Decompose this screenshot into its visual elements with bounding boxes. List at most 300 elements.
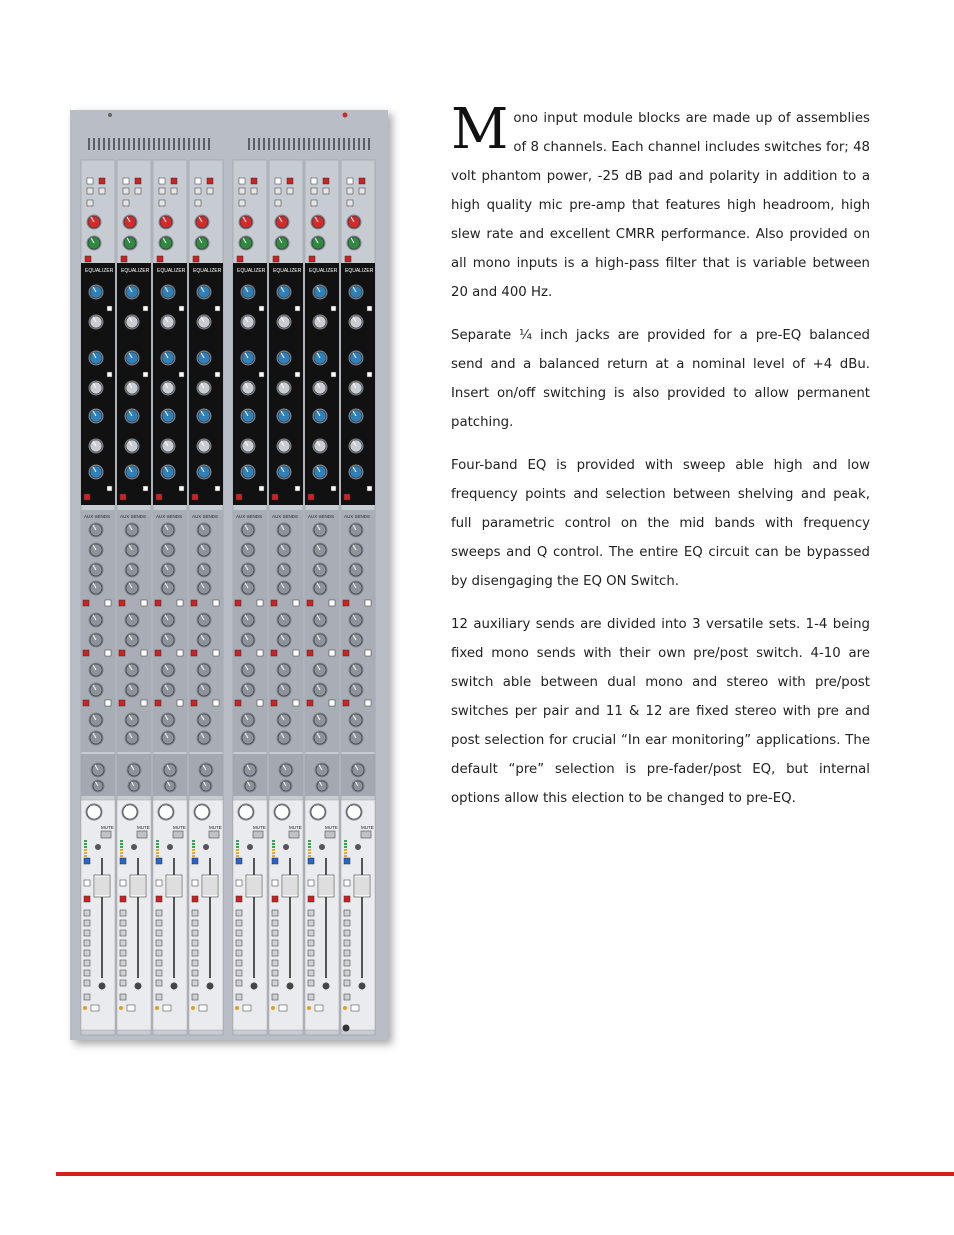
bus-assign-switch: [272, 980, 278, 986]
hpf-knob: [239, 236, 254, 251]
aux-knob: [161, 543, 176, 558]
aux-post-switch: [177, 650, 183, 656]
preamp-switch: [311, 200, 317, 206]
eq-switch: [215, 486, 220, 491]
channel-on-switch: [279, 1005, 287, 1011]
bus-assign-switch: [236, 920, 242, 926]
channel-on-switch: [163, 1005, 171, 1011]
insert-switch: [287, 188, 293, 194]
eq-knob: [313, 465, 328, 480]
meter-led: [156, 840, 159, 842]
solo-switch: [236, 858, 242, 864]
aux-pre-switch: [119, 650, 125, 656]
bus-assign-switch: [156, 910, 162, 916]
aux-knob: [161, 563, 176, 578]
bus-assign-switch: [120, 960, 126, 966]
eq-knob: [241, 315, 256, 330]
eq-knob: [89, 351, 104, 366]
vent-slot: [298, 138, 300, 150]
eq-header-label: EQUALIZER: [85, 268, 114, 274]
eq-on-switch: [84, 494, 90, 500]
bus-assign-switch: [236, 910, 242, 916]
gain-knob: [239, 215, 254, 230]
hpf-knob: [311, 236, 326, 251]
pad-switch: [135, 178, 141, 184]
meter-led: [308, 846, 311, 848]
eq-knob: [313, 285, 328, 300]
eq-knob: [89, 439, 104, 454]
vent-slot: [153, 138, 155, 150]
eq-knob: [241, 285, 256, 300]
vent-slot: [343, 138, 345, 150]
hpf-switch: [309, 256, 315, 262]
route-switch: [120, 896, 126, 902]
meter-led: [84, 846, 87, 848]
phantom-switch: [123, 178, 129, 184]
channel-on-switch: [127, 1005, 135, 1011]
eq-knob: [277, 381, 292, 396]
aux-knob: [241, 713, 256, 728]
vent-slot: [128, 138, 130, 150]
mute-button: [137, 831, 147, 838]
aux-knob: [125, 581, 140, 596]
aux-knob: [277, 731, 292, 746]
bus-assign-switch: [308, 940, 314, 946]
preamp-switch: [275, 200, 281, 206]
polarity-switch: [87, 188, 93, 194]
eq-shelf-switch: [259, 306, 264, 311]
level-knob: [244, 780, 257, 793]
vent-slot: [353, 138, 355, 150]
meter-led: [236, 843, 239, 845]
vent-slot: [358, 138, 360, 150]
eq-knob: [277, 351, 292, 366]
vent-slot: [368, 138, 370, 150]
solo-led: [167, 844, 173, 850]
pan-knob: [310, 804, 327, 821]
aux-header-label: AUX SENDS: [308, 514, 335, 519]
vent-slot: [278, 138, 280, 150]
eq-switch: [331, 486, 336, 491]
meter-led: [156, 852, 159, 854]
aux-post-switch: [141, 650, 147, 656]
aux-knob: [197, 663, 212, 678]
aux-knob: [161, 663, 176, 678]
eq-knob: [89, 315, 104, 330]
eq-knob: [161, 439, 176, 454]
mute-button: [361, 831, 371, 838]
bus-assign-switch: [156, 940, 162, 946]
drop-cap: M: [451, 97, 509, 162]
preamp-switch: [239, 200, 245, 206]
solo-led: [355, 844, 361, 850]
bus-assign-switch: [308, 980, 314, 986]
hpf-switch: [273, 256, 279, 262]
meter-led: [308, 843, 311, 845]
aux-pre-switch: [155, 650, 161, 656]
meter-led: [192, 855, 195, 857]
aux-pre-switch: [343, 700, 349, 706]
aux-knob: [161, 581, 176, 596]
route-switch: [236, 880, 242, 886]
vent-slot: [88, 138, 90, 150]
bus-assign-switch: [156, 980, 162, 986]
fader-end: [323, 983, 330, 990]
aux-header-label: AUX SENDS: [272, 514, 299, 519]
vent-slot: [328, 138, 330, 150]
vent-slot: [133, 138, 135, 150]
aux-post-switch: [141, 700, 147, 706]
eq-knob: [277, 315, 292, 330]
article-text: [451, 97, 870, 827]
level-knob: [91, 763, 106, 778]
vent-slot: [363, 138, 365, 150]
bus-assign-switch: [120, 950, 126, 956]
eq-knob: [161, 285, 176, 300]
eq-knob: [277, 465, 292, 480]
aux-post-switch: [365, 650, 371, 656]
level-knob: [316, 780, 329, 793]
aux-post-switch: [141, 600, 147, 606]
phantom-switch: [347, 178, 353, 184]
level-knob: [163, 763, 178, 778]
bus-assign-switch: [84, 950, 90, 956]
solo-switch: [344, 858, 350, 864]
aux-knob: [125, 713, 140, 728]
eq-shelf-switch: [295, 306, 300, 311]
meter-led: [344, 855, 347, 857]
aux-knob: [125, 543, 140, 558]
eq-knob: [89, 381, 104, 396]
aux-knob: [241, 543, 256, 558]
eq-header-label: EQUALIZER: [157, 268, 186, 274]
aux-knob: [241, 663, 256, 678]
fader-end: [135, 983, 142, 990]
meter-led: [120, 852, 123, 854]
vent-slot: [123, 138, 125, 150]
fader-end: [251, 983, 258, 990]
fader-end: [359, 983, 366, 990]
aux-knob: [313, 581, 328, 596]
hpf-knob: [347, 236, 362, 251]
vent-slot: [118, 138, 120, 150]
meter-led: [156, 843, 159, 845]
vent-slot: [263, 138, 265, 150]
meter-led: [156, 855, 159, 857]
vent-slot: [188, 138, 190, 150]
mute-label: MUTE: [325, 825, 338, 830]
eq-knob: [349, 465, 364, 480]
meter-led: [156, 849, 159, 851]
aux-pre-switch: [119, 700, 125, 706]
vent-slot: [288, 138, 290, 150]
paragraph-mono-input: [451, 97, 870, 307]
solo-led: [283, 844, 289, 850]
aux-knob: [89, 523, 104, 538]
mute-button: [325, 831, 335, 838]
aux-knob: [89, 731, 104, 746]
aux-pre-switch: [83, 600, 89, 606]
bus-assign-switch: [272, 930, 278, 936]
insert-switch: [171, 188, 177, 194]
aux-knob: [197, 713, 212, 728]
eq-knob: [125, 315, 140, 330]
meter-led: [192, 843, 195, 845]
aux-knob: [89, 581, 104, 596]
aux-pre-switch: [235, 700, 241, 706]
aux-post-switch: [329, 600, 335, 606]
aux-knob: [241, 633, 256, 648]
route-switch: [344, 880, 350, 886]
bus-assign-switch: [120, 910, 126, 916]
meter-led: [192, 846, 195, 848]
route-switch: [192, 896, 198, 902]
aux-pre-switch: [119, 600, 125, 606]
aux-post-switch: [365, 700, 371, 706]
mute-label: MUTE: [289, 825, 302, 830]
insert-switch: [135, 188, 141, 194]
eq-knob: [197, 315, 212, 330]
screw: [343, 1025, 350, 1032]
eq-switch: [107, 486, 112, 491]
status-led: [119, 1006, 123, 1010]
solo-switch: [156, 858, 162, 864]
gain-knob: [347, 215, 362, 230]
polarity-switch: [347, 188, 353, 194]
hpf-switch: [345, 256, 351, 262]
eq-knob: [349, 285, 364, 300]
vent-slot: [98, 138, 100, 150]
bus-assign-switch: [308, 930, 314, 936]
eq-knob: [89, 409, 104, 424]
eq-switch: [259, 372, 264, 377]
solo-led: [247, 844, 253, 850]
aux-knob: [313, 731, 328, 746]
eq-knob: [313, 409, 328, 424]
aux-knob: [313, 683, 328, 698]
bus-assign-switch: [84, 970, 90, 976]
level-knob: [280, 780, 293, 793]
polarity-switch: [275, 188, 281, 194]
eq-switch: [179, 486, 184, 491]
bus-assign-switch: [84, 930, 90, 936]
eq-knob: [277, 439, 292, 454]
meter-led: [308, 852, 311, 854]
mute-button: [209, 831, 219, 838]
eq-on-switch: [308, 494, 314, 500]
meter-led: [156, 846, 159, 848]
aux-post-switch: [213, 650, 219, 656]
pan-knob: [158, 804, 175, 821]
aux-knob: [349, 523, 364, 538]
mute-label: MUTE: [101, 825, 114, 830]
bus-assign-switch: [272, 960, 278, 966]
hpf-knob: [275, 236, 290, 251]
eq-knob: [313, 315, 328, 330]
phantom-switch: [87, 178, 93, 184]
vent-slot: [193, 138, 195, 150]
meter-led: [236, 855, 239, 857]
aux-knob: [313, 563, 328, 578]
bus-assign-switch: [84, 960, 90, 966]
paragraph-mono-input-body: ono input module blocks are made up of assemblies of 8 channels. Each channel includes switches for; 48 volt phantom power, -25 dB pad and polarity in addition to a high quality mic pre-amp that features high headroom, high slew rate and excellent CMRR performance. Also provided on all mono inputs is a high-pass filter that is variable between 20 and 400 Hz.: [451, 111, 870, 300]
aux-knob: [161, 633, 176, 648]
aux-pre-switch: [271, 700, 277, 706]
eq-knob: [349, 409, 364, 424]
vent-slot: [253, 138, 255, 150]
eq-knob: [349, 315, 364, 330]
route-switch: [272, 896, 278, 902]
aux-knob: [313, 613, 328, 628]
aux-knob: [161, 731, 176, 746]
level-knob: [315, 763, 330, 778]
preamp-switch: [123, 200, 129, 206]
meter-led: [120, 840, 123, 842]
vent-slot: [113, 138, 115, 150]
eq-on-switch: [236, 494, 242, 500]
vent-slot: [93, 138, 95, 150]
solo-switch: [272, 858, 278, 864]
eq-knob: [349, 351, 364, 366]
aux-knob: [313, 713, 328, 728]
aux-pre-switch: [191, 700, 197, 706]
insert-switch: [251, 188, 257, 194]
eq-knob: [197, 409, 212, 424]
aux-knob: [241, 523, 256, 538]
aux-post-switch: [177, 600, 183, 606]
eq-knob: [197, 465, 212, 480]
level-knob: [351, 763, 366, 778]
eq-header-label: EQUALIZER: [121, 268, 150, 274]
vent-slot: [208, 138, 210, 150]
aux-knob: [89, 613, 104, 628]
bus-assign-switch: [120, 940, 126, 946]
aux-knob: [277, 613, 292, 628]
meter-led: [344, 846, 347, 848]
meter-led: [272, 843, 275, 845]
aux-knob: [125, 731, 140, 746]
mixer-console-illustration: [70, 110, 388, 1040]
vent-slot: [103, 138, 105, 150]
bus-assign-switch: [192, 910, 198, 916]
preamp-switch: [195, 200, 201, 206]
level-knob: [128, 780, 141, 793]
vent-slot: [248, 138, 250, 150]
hpf-switch: [157, 256, 163, 262]
aux-knob: [313, 543, 328, 558]
mute-button: [253, 831, 263, 838]
pfl-switch: [192, 994, 198, 1000]
aux-knob: [277, 581, 292, 596]
polarity-switch: [159, 188, 165, 194]
bus-assign-switch: [192, 950, 198, 956]
aux-post-switch: [257, 700, 263, 706]
gain-knob: [311, 215, 326, 230]
route-switch: [192, 880, 198, 886]
meter-led: [84, 852, 87, 854]
bus-assign-switch: [344, 950, 350, 956]
hpf-knob: [159, 236, 174, 251]
route-switch: [344, 896, 350, 902]
vent-slot: [178, 138, 180, 150]
meter-led: [84, 855, 87, 857]
aux-knob: [125, 633, 140, 648]
pfl-switch: [236, 994, 242, 1000]
preamp-switch: [159, 200, 165, 206]
aux-pre-switch: [307, 650, 313, 656]
eq-on-switch: [344, 494, 350, 500]
bus-assign-switch: [344, 930, 350, 936]
pfl-switch: [308, 994, 314, 1000]
aux-knob: [161, 523, 176, 538]
solo-led: [203, 844, 209, 850]
aux-header-label: AUX SENDS: [344, 514, 371, 519]
pan-knob: [346, 804, 363, 821]
eq-switch: [143, 372, 148, 377]
aux-post-switch: [329, 700, 335, 706]
solo-led: [319, 844, 325, 850]
hpf-knob: [123, 236, 138, 251]
status-led: [191, 1006, 195, 1010]
eq-shelf-switch: [107, 306, 112, 311]
aux-post-switch: [293, 700, 299, 706]
vent-slot: [173, 138, 175, 150]
eq-knob: [125, 285, 140, 300]
meter-led: [120, 846, 123, 848]
vent-slot: [318, 138, 320, 150]
level-knob: [92, 780, 105, 793]
vent-slot: [183, 138, 185, 150]
aux-knob: [197, 581, 212, 596]
phantom-switch: [159, 178, 165, 184]
eq-switch: [367, 486, 372, 491]
bus-assign-switch: [308, 910, 314, 916]
bus-assign-switch: [84, 910, 90, 916]
aux-knob: [349, 563, 364, 578]
bus-assign-switch: [120, 980, 126, 986]
aux-knob: [349, 633, 364, 648]
aux-knob: [89, 543, 104, 558]
bus-assign-switch: [344, 920, 350, 926]
hpf-switch: [193, 256, 199, 262]
paragraph-insert-jacks: Separate ¼ inch jacks are provided for a pre-EQ balanced send and a balanced return at a nominal level of +4 dBu. Insert on/off switching is also provided to allow permanent patching.: [451, 328, 870, 430]
aux-knob: [349, 663, 364, 678]
status-led: [343, 1006, 347, 1010]
vent-slot: [303, 138, 305, 150]
vent-slot: [283, 138, 285, 150]
paragraph-aux-sends: 12 auxiliary sends are divided into 3 versatile sets. 1-4 being fixed mono sends with their own pre/post switch. 4-10 are switch able between dual mono and stereo with pre/post switches per pair and 11 & 12 are fixed stereo with pre and post selection for crucial “In ear monitoring” applications. The default “pre” selection is pre-fader/post EQ, but internal options allow this election to be changed to pre-EQ.: [451, 617, 870, 806]
footer-rule: [56, 1172, 954, 1176]
aux-knob: [277, 563, 292, 578]
bus-assign-switch: [84, 940, 90, 946]
solo-switch: [192, 858, 198, 864]
meter-led: [272, 840, 275, 842]
vent-slot: [163, 138, 165, 150]
eq-knob: [241, 409, 256, 424]
solo-switch: [308, 858, 314, 864]
insert-switch: [323, 188, 329, 194]
insert-switch: [99, 188, 105, 194]
mute-button: [101, 831, 111, 838]
screw: [108, 113, 112, 117]
polarity-switch: [123, 188, 129, 194]
aux-knob: [349, 713, 364, 728]
vent-slot: [158, 138, 160, 150]
aux-knob: [313, 663, 328, 678]
level-knob: [200, 780, 213, 793]
bus-assign-switch: [156, 920, 162, 926]
meter-led: [344, 840, 347, 842]
